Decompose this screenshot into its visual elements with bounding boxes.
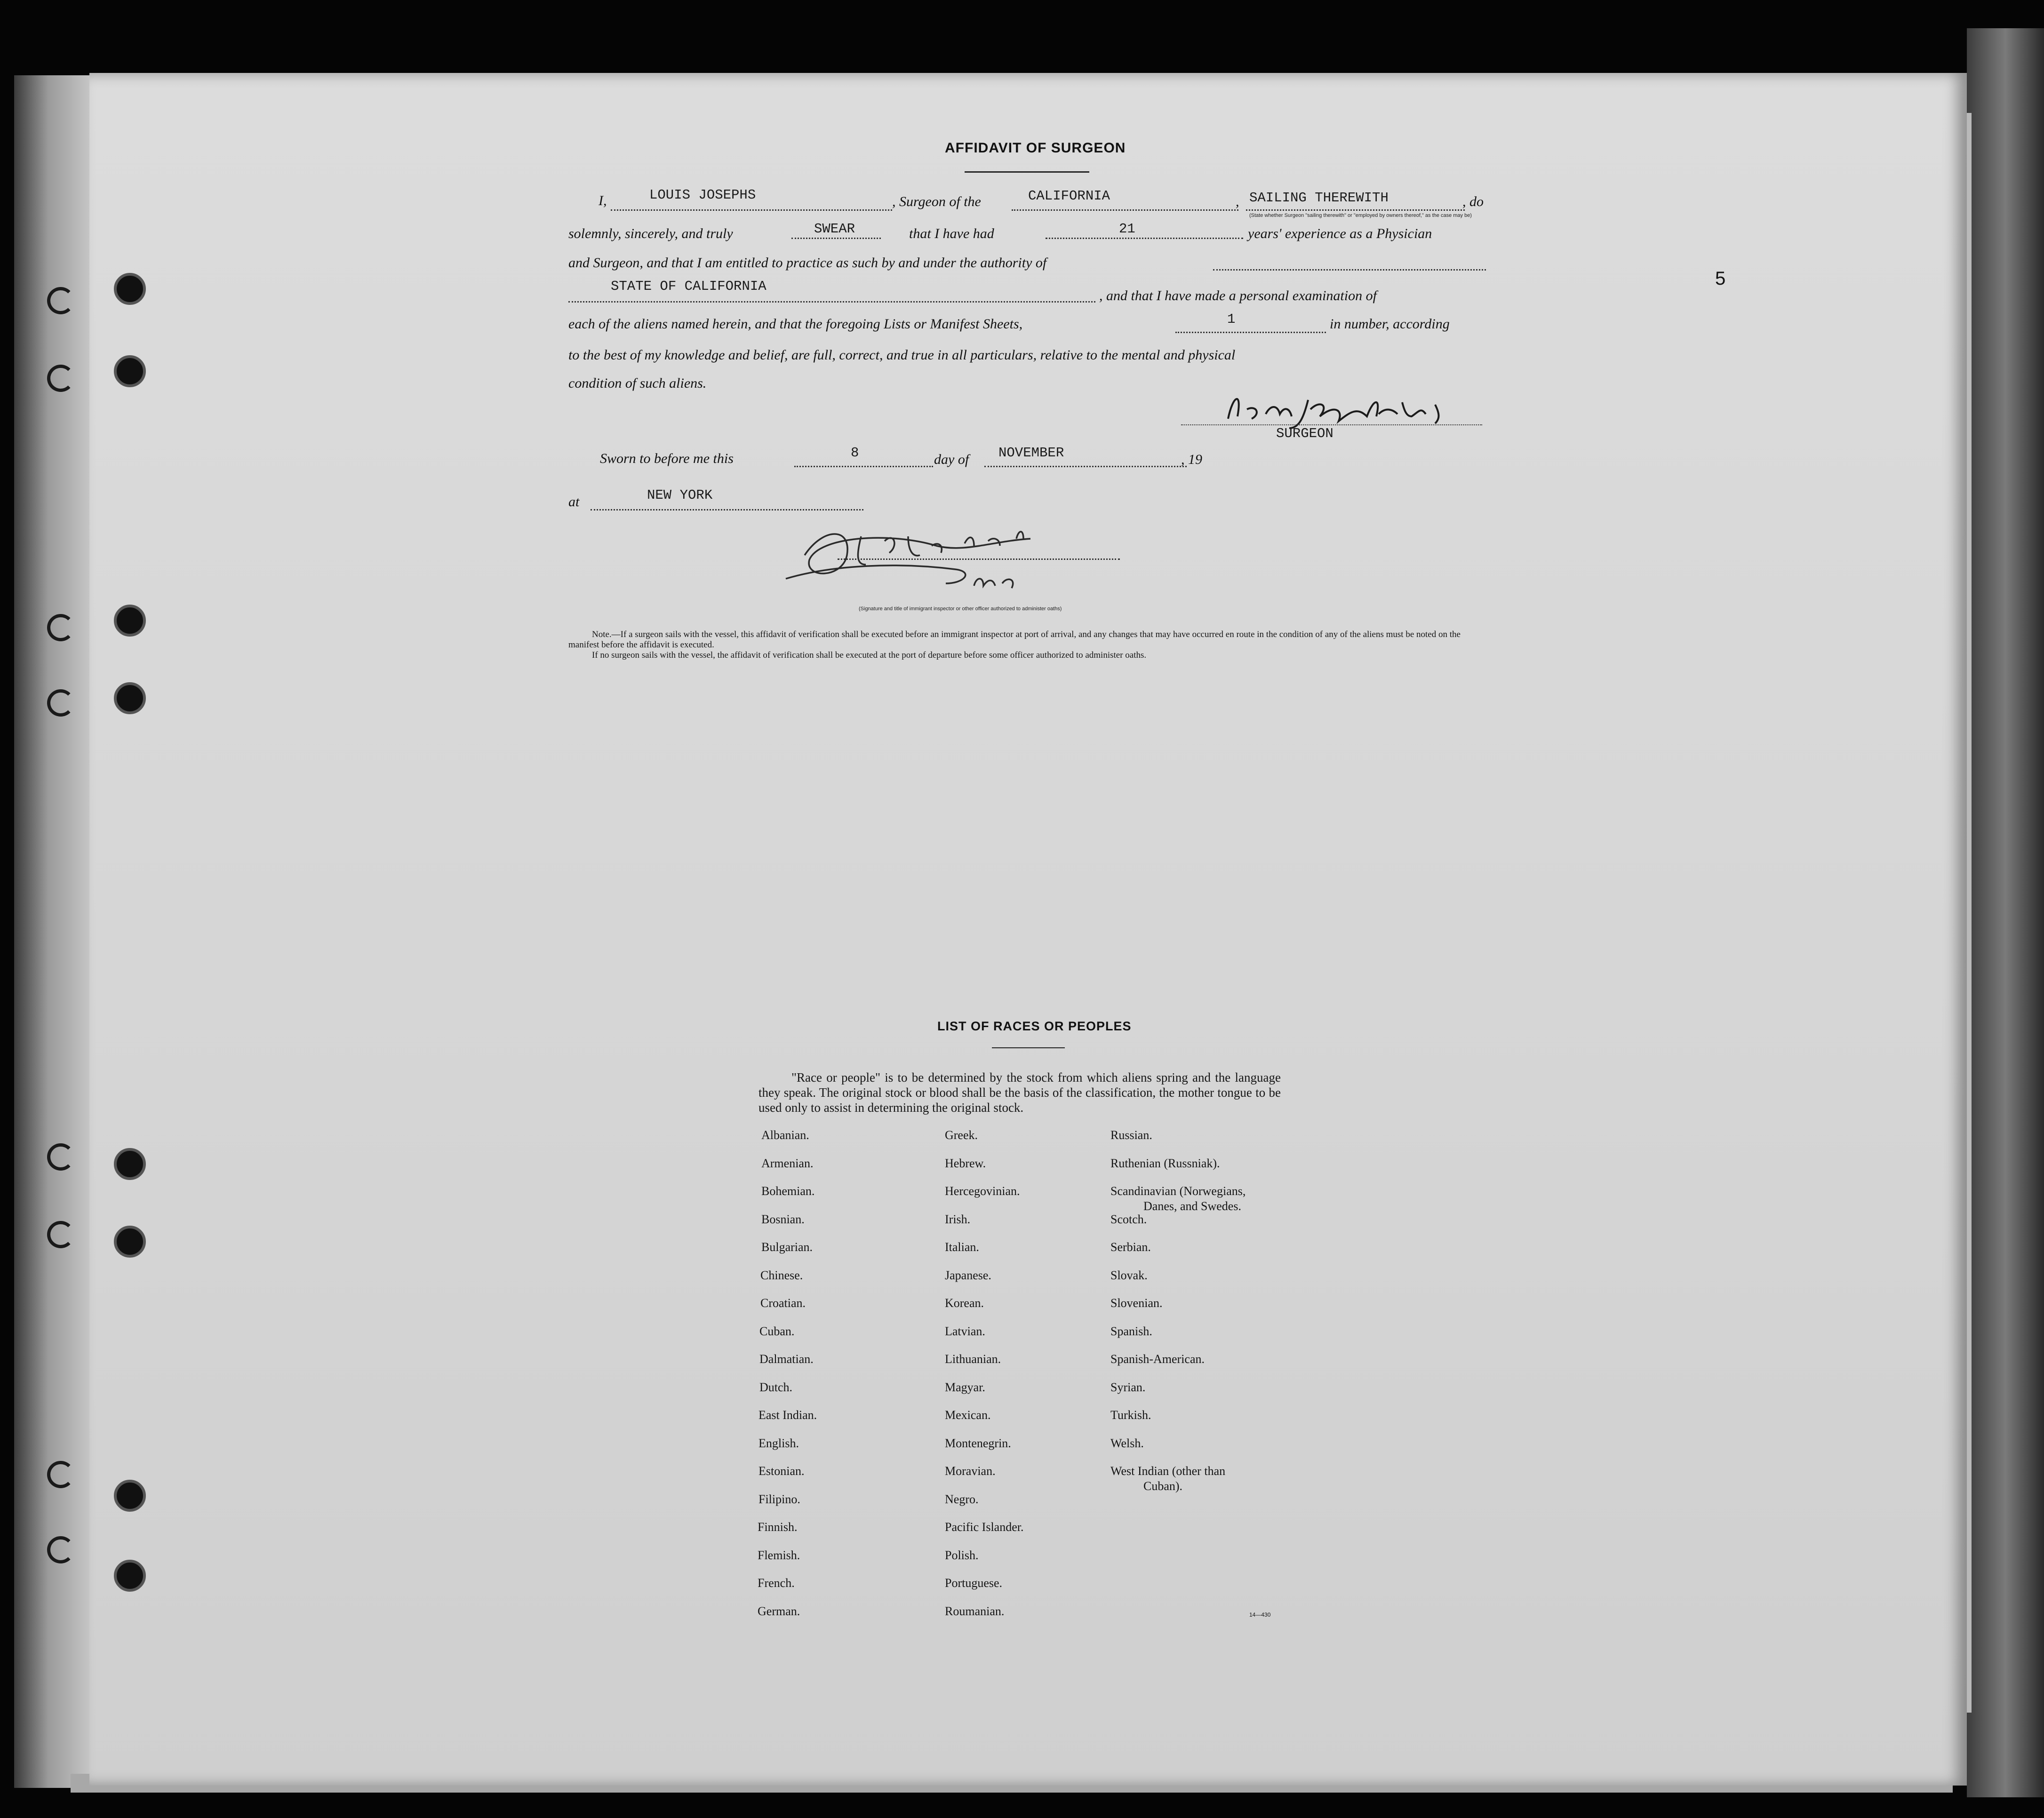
binder-hole	[47, 614, 74, 641]
have-had-text: that I have had	[909, 226, 994, 241]
line-5-b: in number, according	[1330, 316, 1450, 332]
race-entry: Dalmatian.	[759, 1352, 814, 1366]
form-number: 14—430	[1249, 1611, 1271, 1618]
experience-text: years' experience as a Physician	[1248, 226, 1432, 241]
binder-hole	[47, 1221, 74, 1248]
race-entry: Latvian.	[945, 1324, 985, 1338]
officer-sign-line	[838, 558, 1120, 560]
race-entry: Turkish.	[1110, 1408, 1151, 1422]
surgeon-signature	[1181, 381, 1492, 435]
race-entry: Croatian.	[760, 1296, 806, 1310]
vessel-line	[1012, 209, 1238, 211]
binder-hole	[47, 689, 74, 717]
line-6: to the best of my knowledge and belief, are full, correct, and true in all particulars, relative to the mental and physical	[568, 347, 1236, 363]
race-entry: Korean.	[945, 1296, 984, 1310]
binder-hole	[47, 1461, 74, 1488]
comma: ,	[1236, 194, 1239, 209]
race-entry: Spanish-American.	[1110, 1352, 1205, 1366]
solemnly-text: solemnly, sincerely, and truly	[568, 226, 733, 241]
oath-word: SWEAR	[814, 221, 855, 237]
sworn-text: Sworn to before me this	[600, 451, 734, 466]
race-entry: Lithuanian.	[945, 1352, 1001, 1366]
race-entry: Scotch.	[1110, 1212, 1147, 1226]
note-2: If no surgeon sails with the vessel, the affidavit of verification shall be executed at the port of departure before some officer authorized to administer oaths.	[592, 650, 1147, 660]
sworn-place: NEW YORK	[647, 487, 713, 503]
sworn-month: NOVEMBER	[998, 445, 1064, 461]
examination-text: , and that I have made a personal examination of	[1099, 288, 1377, 303]
race-entry: Bulgarian.	[761, 1240, 813, 1254]
line-3-blank	[1213, 269, 1486, 271]
surgeon-name: LOUIS JOSEPHS	[649, 187, 756, 203]
sworn-month-line	[984, 466, 1187, 467]
race-entry: Armenian.	[761, 1156, 814, 1170]
race-entry: Bohemian.	[761, 1184, 815, 1198]
binder-hole	[114, 1480, 146, 1512]
page-number: 5	[1715, 268, 1726, 289]
race-entry: Spanish.	[1110, 1324, 1152, 1338]
race-entry: Greek.	[945, 1128, 978, 1142]
binder-hole	[114, 1226, 146, 1258]
race-entry: Portuguese.	[945, 1576, 1003, 1590]
race-entry: Hebrew.	[945, 1156, 986, 1170]
line-7: condition of such aliens.	[568, 375, 707, 391]
race-entry: Ruthenian (Russniak).	[1110, 1156, 1220, 1170]
surgeon-label: SURGEON	[1276, 426, 1333, 441]
sworn-day-line-rule	[794, 466, 933, 467]
race-entry: Japanese.	[945, 1268, 991, 1282]
note-1: Note.—If a surgeon sails with the vessel, this affidavit of verification shall be executed before an immigrant inspector at port of arrival, and any changes that may have occurred en route in the condition of any of the aliens must be noted on the manifest before the affidavit is executed.	[568, 630, 1461, 650]
at-text: at	[568, 494, 580, 510]
binder-hole	[114, 682, 146, 714]
oath-line	[791, 238, 881, 239]
years-line	[1046, 238, 1243, 239]
race-entry: Pacific Islander.	[945, 1520, 1024, 1534]
binder-hole	[114, 1148, 146, 1180]
scanner-right-edge	[1967, 28, 2044, 1797]
race-entry: Bosnian.	[761, 1212, 805, 1226]
race-entry: Cuban.	[759, 1324, 795, 1338]
authority-line	[568, 301, 1095, 303]
manifest-page	[89, 73, 1967, 1786]
binder-hole	[114, 605, 146, 637]
race-entry: Polish.	[945, 1548, 979, 1562]
race-entry: Hercegovinian.	[945, 1184, 1020, 1198]
binder-hole	[114, 273, 146, 305]
binder-hole	[47, 1143, 74, 1171]
race-entry: Flemish.	[758, 1548, 800, 1562]
sheets-line	[1175, 332, 1326, 333]
race-entry: English.	[759, 1436, 799, 1450]
race-entry: Slovak.	[1110, 1268, 1148, 1282]
year-prefix: , 19	[1181, 452, 1202, 467]
surgeon-of-text: , Surgeon of the	[892, 194, 981, 209]
line-3: and Surgeon, and that I am entitled to practice as such by and under the authority of	[568, 255, 1047, 271]
race-entry: Roumanian.	[945, 1604, 1005, 1618]
race-entry: Magyar.	[945, 1380, 985, 1394]
race-entry: Negro.	[945, 1492, 979, 1506]
race-entry: West Indian (other than	[1110, 1464, 1226, 1478]
sheets-count: 1	[1227, 311, 1236, 327]
race-entry: Serbian.	[1110, 1240, 1151, 1254]
race-entry: Syrian.	[1110, 1380, 1146, 1394]
races-intro: "Race or people" is to be determined by the stock from which aliens spring and the language they speak. The original stock or blood shall be the basis of the classification, the mother tongue to be used only to assist in determining the original stock.	[759, 1070, 1281, 1115]
title-rule	[965, 171, 1089, 173]
race-entry: Italian.	[945, 1240, 979, 1254]
race-entry: Chinese.	[760, 1268, 803, 1282]
sailing-line	[1246, 209, 1465, 211]
vessel-name: CALIFORNIA	[1028, 188, 1110, 204]
i-text: I,	[599, 193, 607, 208]
sailing-status: SAILING THEREWITH	[1249, 190, 1389, 206]
race-entry: East Indian.	[759, 1408, 817, 1422]
races-title: LIST OF RACES OR PEOPLES	[937, 1019, 1132, 1033]
binder-hole	[47, 365, 74, 392]
race-entry: German.	[758, 1604, 800, 1618]
race-entry: Moravian.	[945, 1464, 996, 1478]
race-entry: Welsh.	[1110, 1436, 1144, 1450]
race-entry: Scandinavian (Norwegians,	[1110, 1184, 1246, 1198]
race-entry: Estonian.	[759, 1464, 805, 1478]
binder-hole	[47, 287, 74, 314]
race-entry: Finnish.	[758, 1520, 798, 1534]
sailing-note: (State whether Surgeon "sailing therewith" or "employed by owners thereof," as the case may be)	[1249, 213, 1472, 218]
race-entry: Slovenian.	[1110, 1296, 1163, 1310]
race-entry: French.	[758, 1576, 795, 1590]
race-entry: Mexican.	[945, 1408, 991, 1422]
binder-hole	[114, 355, 146, 387]
authority-name: STATE OF CALIFORNIA	[611, 279, 766, 294]
race-entry: Irish.	[945, 1212, 971, 1226]
binder-hole	[47, 1536, 74, 1563]
years-value: 21	[1119, 221, 1135, 237]
race-entry: Albanian.	[761, 1128, 809, 1142]
place-line	[591, 509, 863, 510]
race-entry: Filipino.	[759, 1492, 800, 1506]
surgeon-sign-line	[1181, 423, 1482, 425]
race-entry: Dutch.	[759, 1380, 793, 1394]
do-text: , do	[1462, 194, 1484, 209]
race-entry: Danes, and Swedes.	[1143, 1199, 1241, 1213]
officer-caption: (Signature and title of immigrant inspector or other officer authorized to administer oaths)	[859, 606, 1062, 612]
sworn-day: 8	[851, 445, 859, 461]
binder-hole	[114, 1560, 146, 1592]
scanner-left-edge	[14, 75, 102, 1788]
affidavit-title: AFFIDAVIT OF SURGEON	[945, 140, 1126, 156]
officer-signature	[776, 518, 1078, 614]
surgeon-name-line	[611, 209, 892, 211]
races-title-rule	[992, 1047, 1065, 1048]
race-entry: Russian.	[1110, 1128, 1152, 1142]
line-5-a: each of the aliens named herein, and that the foregoing Lists or Manifest Sheets,	[568, 316, 1023, 332]
race-entry: Montenegrin.	[945, 1436, 1011, 1450]
day-of-text: day of	[934, 452, 969, 467]
race-entry: Cuban).	[1143, 1479, 1183, 1493]
